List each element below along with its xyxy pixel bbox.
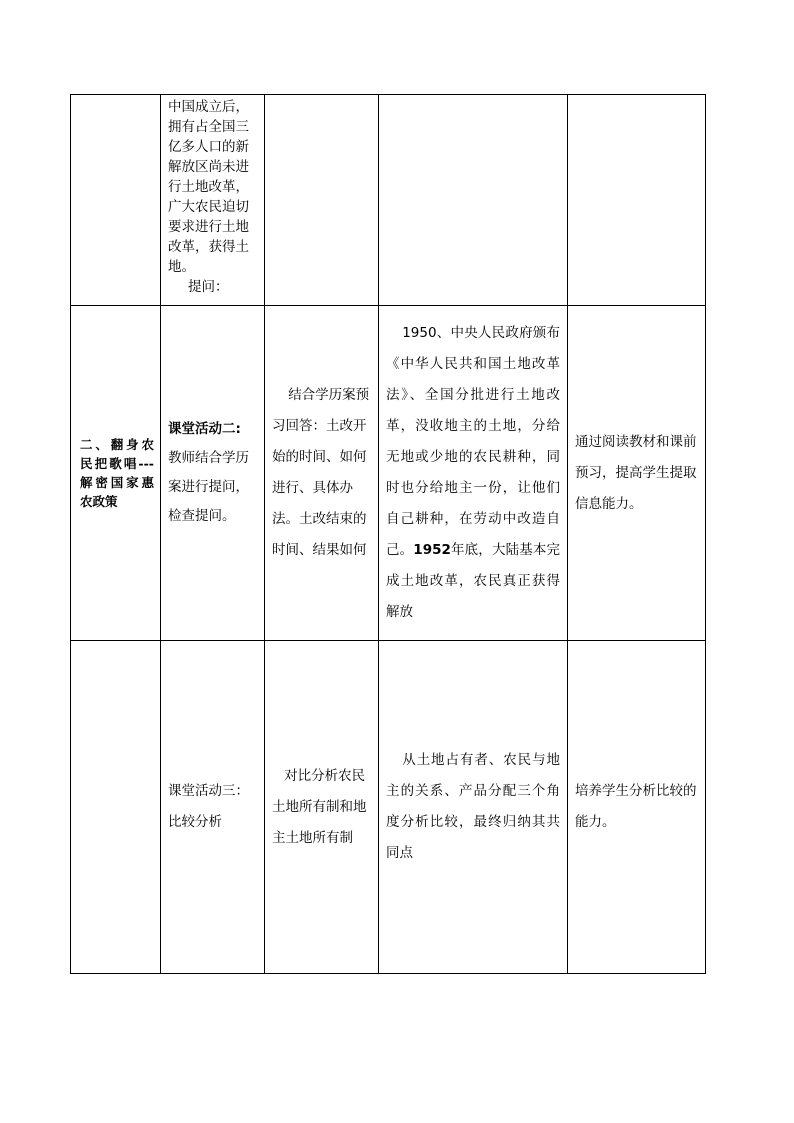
intent-cell <box>568 306 706 641</box>
section-title-cell <box>71 306 161 641</box>
intent-cell-empty <box>568 95 706 306</box>
student-activity-text: 对比分析农民土地所有制和地主土地所有制 <box>272 767 367 846</box>
intent-cell <box>568 641 706 974</box>
text-line: 地。 <box>168 259 195 275</box>
table-row <box>71 95 706 306</box>
lesson-plan-table <box>70 94 706 974</box>
activity-cell <box>161 306 265 641</box>
content-year: 1952 <box>413 542 451 558</box>
student-activity-text: 结合学历案预习回答：土改开始的时间、如何进行、具体办法。土改结束的时间、结果如何 <box>272 387 370 558</box>
student-activity-cell <box>265 306 379 641</box>
content-text <box>379 318 567 628</box>
text-line: 广大农民迫切 <box>168 199 249 215</box>
activity-cell <box>161 641 265 974</box>
text-line: 中国成立后， <box>168 99 249 115</box>
activity-text: 教师结合学历案进行提问，检查提问。 <box>168 450 249 524</box>
content-text: 从土地占有者、农民与地主的关系、产品分配三个角度分析比较，最终归纳其共同点 <box>386 752 560 861</box>
intent-text: 通过阅读教材和课前预习，提高学生提取信息能力。 <box>575 433 697 512</box>
content-text-part: 1950、中央人民政府颁布《中华人民共和国土地改革法》、全国分批进行土地改革，没收地主的土地，分给无地或少地的农民耕种，同时也分给地主一份，让他们自己耕种，在劳动中改造自己。 <box>386 325 560 558</box>
content-cell-empty <box>379 95 568 306</box>
content-cell <box>379 641 568 974</box>
text-line: 要求进行土地 <box>168 219 249 235</box>
content-text-part: 年底，大陆基本完成土地改革，农民真正获得解放 <box>386 542 561 620</box>
text-line: 亿多人口的新 <box>168 139 249 155</box>
activity-text: 课堂活动三：比较分析 <box>168 783 249 830</box>
section-cell-empty <box>71 95 161 306</box>
text-line: 解放区尚未进 <box>168 159 249 175</box>
background-text-cell <box>161 95 265 306</box>
student-cell-empty <box>265 95 379 306</box>
section-cell-empty <box>71 641 161 974</box>
intent-text: 培养学生分析比较的能力。 <box>575 783 697 830</box>
text-line: 改革，获得土 <box>168 239 249 255</box>
activity-label: 课堂活动二: <box>168 421 241 437</box>
section-title: 二、翻身农民把歌唱---解密国家惠农政策 <box>80 437 154 509</box>
question-prompt: 提问： <box>188 279 229 295</box>
table-row <box>71 641 706 974</box>
table-row <box>71 306 706 641</box>
student-activity-cell <box>265 641 379 974</box>
content-cell <box>379 306 568 641</box>
text-line: 拥有占全国三 <box>168 119 249 135</box>
text-line: 行土地改革， <box>168 179 249 195</box>
